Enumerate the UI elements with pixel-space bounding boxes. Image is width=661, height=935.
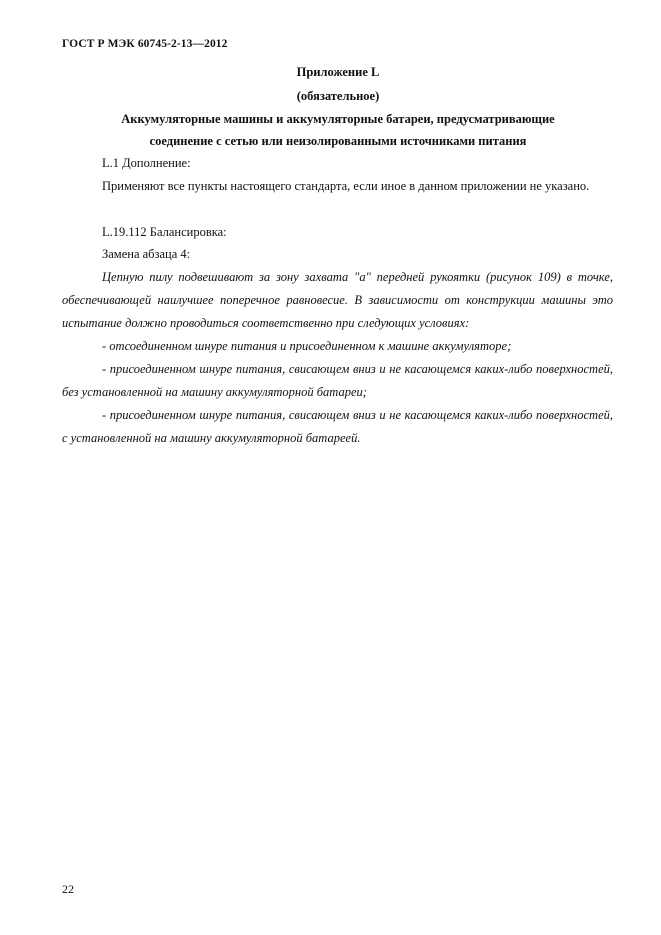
appendix-status: (обязательное) [296,89,380,103]
condition-item-3: - присоединенном шнуре питания, свисающем вниз и не касающемся каких-либо поверхностей, с установленной на машину аккумуляторной батареей. [62,408,613,445]
appendix-title: Приложение L [296,65,380,79]
condition-item-2: - присоединенном шнуре питания, свисающем вниз и не касающемся каких-либо поверхностей, без установленной на машину аккумуляторной батареи; [62,362,613,399]
clause-l1-label: L.1 Дополнение: [102,156,191,170]
clause-l19-label: L.19.112 Балансировка: [102,225,227,239]
page-number: 22 [62,882,74,896]
balancing-paragraph: Цепную пилу подвешивают за зону захвата "а" передней рукоятки (рисунок 109) в точке, обеспечивающей наилучшее поперечное равновесие. В зависимости от конструкции машины это испытание должно проводиться соответственно при следующих условиях: [62,270,613,330]
clause-l1-text: Применяют все пункты настоящего стандарта, если иное в данном приложении не указано. [102,179,590,193]
appendix-heading-line-1: Аккумуляторные машины и аккумуляторные батареи, предусматривающие [121,112,555,126]
appendix-heading-line-2: соединение с сетью или неизолированными источниками питания [149,134,527,148]
document-code-header: ГОСТ Р МЭК 60745-2-13—2012 [62,38,228,50]
replacement-label: Замена абзаца 4: [102,247,191,261]
condition-item-1: - отсоединенном шнуре питания и присоединенном к машине аккумуляторе; [102,339,512,353]
